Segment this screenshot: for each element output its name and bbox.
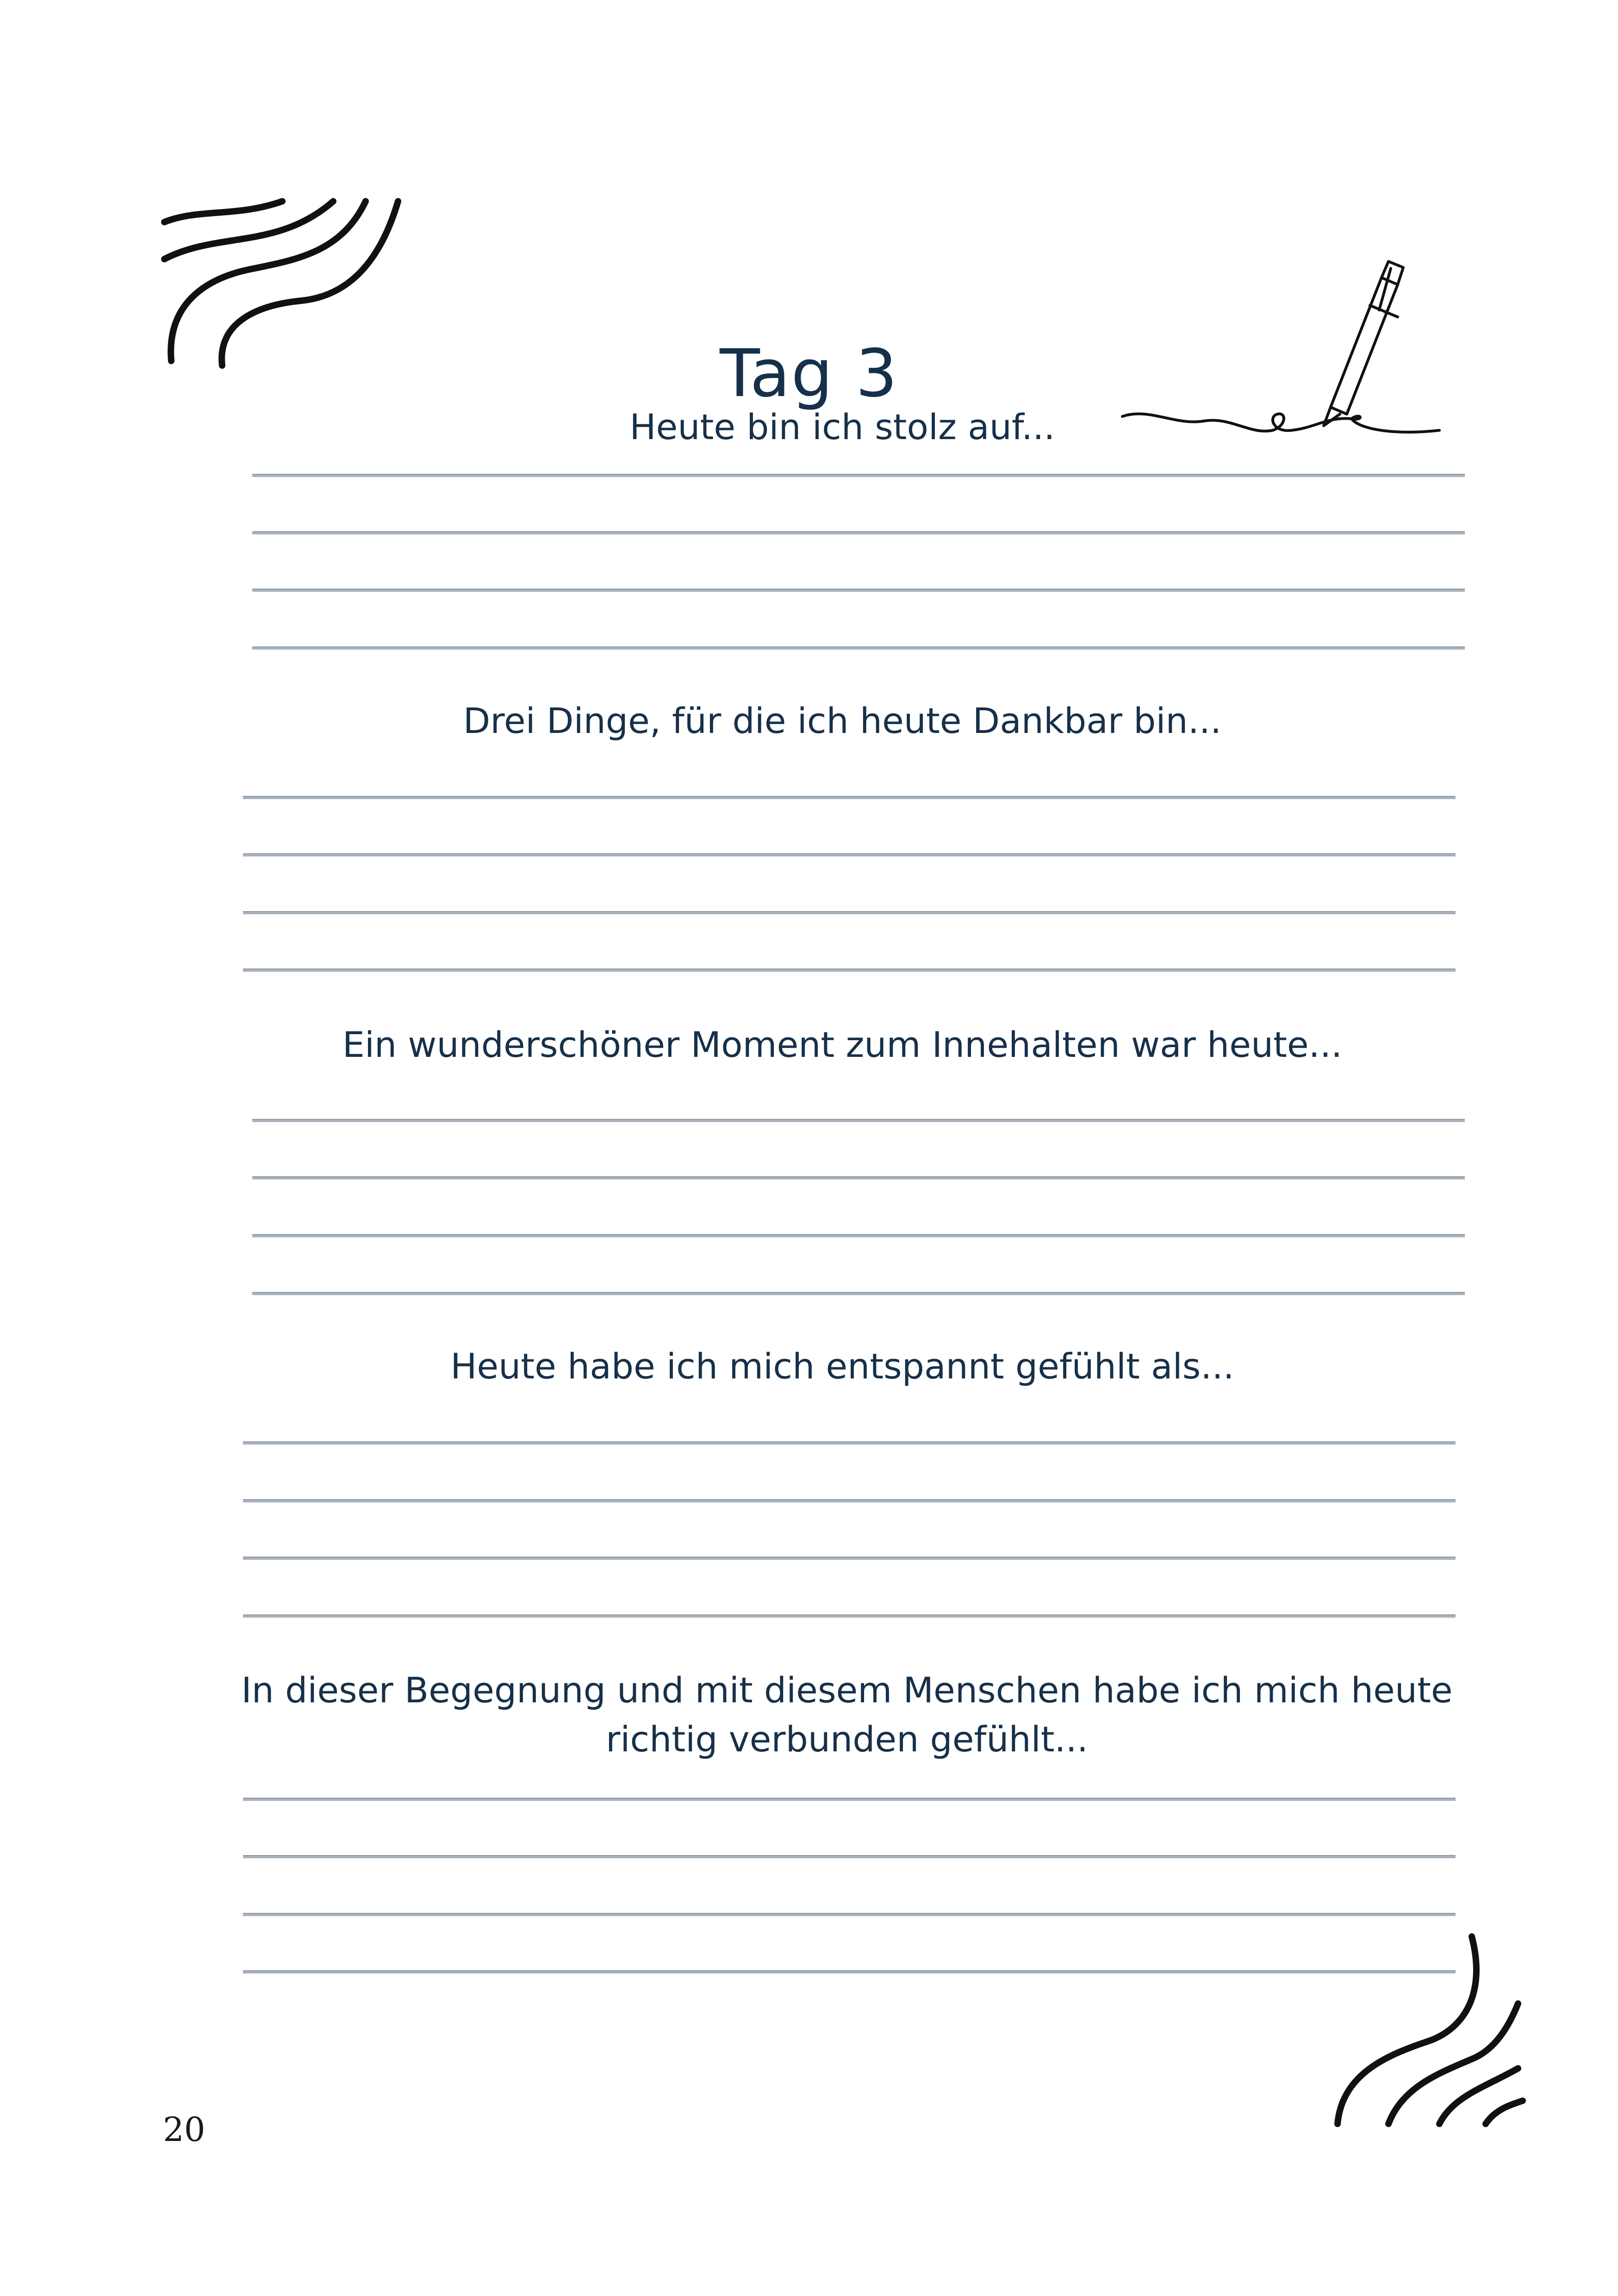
writing-line[interactable]: [243, 1798, 1456, 1801]
writing-line[interactable]: [243, 1499, 1456, 1502]
writing-line[interactable]: [252, 1292, 1465, 1295]
writing-line[interactable]: [252, 1119, 1465, 1122]
writing-line[interactable]: [252, 1176, 1465, 1179]
writing-line[interactable]: [243, 796, 1456, 799]
writing-line[interactable]: [243, 968, 1456, 972]
page-number: 20: [163, 2110, 205, 2149]
writing-line[interactable]: [243, 1913, 1456, 1916]
writing-line[interactable]: [252, 531, 1465, 534]
writing-line[interactable]: [243, 911, 1456, 914]
writing-line[interactable]: [252, 646, 1465, 650]
writing-line[interactable]: [243, 853, 1456, 856]
page-title: Tag 3: [720, 335, 898, 412]
writing-line[interactable]: [252, 589, 1465, 592]
prompt-relaxed: Heute habe ich mich entspannt gefühlt als...: [450, 1346, 1234, 1387]
writing-line[interactable]: [252, 474, 1465, 477]
wave-lines-icon-bottom-right: [1333, 1934, 1527, 2128]
prompt-moment: Ein wunderschöner Moment zum Innehalten war heute...: [342, 1024, 1343, 1065]
writing-line[interactable]: [243, 1557, 1456, 1560]
prompt-proud: Heute bin ich stolz auf...: [629, 406, 1055, 447]
prompt-grateful: Drei Dinge, für die ich heute Dankbar bin...: [463, 700, 1222, 741]
writing-line[interactable]: [243, 1441, 1456, 1445]
prompt-connected: In dieser Begegnung und mit diesem Menschen habe ich mich heute richtig verbunden gefühlt...: [241, 1669, 1453, 1760]
writing-line[interactable]: [243, 1855, 1456, 1858]
writing-line[interactable]: [243, 1970, 1456, 1973]
writing-line[interactable]: [252, 1234, 1465, 1237]
writing-line[interactable]: [243, 1614, 1456, 1618]
